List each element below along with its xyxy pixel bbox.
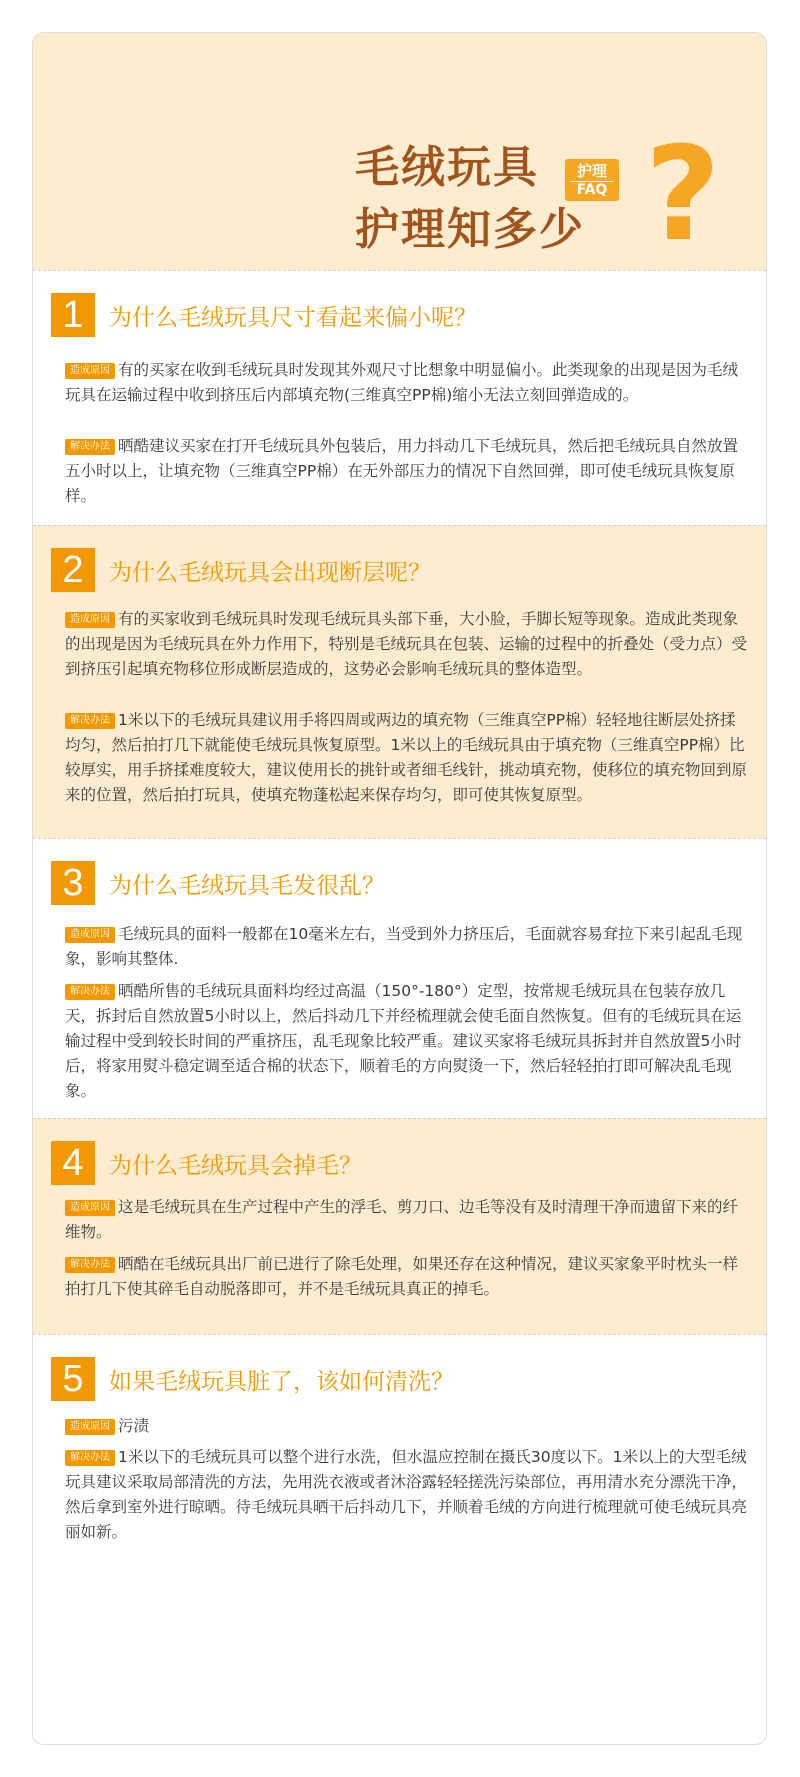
question-number: 4 [51, 1141, 95, 1185]
cause-text: 污渍 [118, 1417, 150, 1435]
solution-tag: 解决办法 [65, 1450, 115, 1466]
solution-paragraph [65, 708, 749, 808]
question-heading [51, 1141, 362, 1185]
cause-text: 这是毛绒玩具在生产过程中产生的浮毛、剪刀口、边毛等没有及时清理干净而遗留下来的纤维物。 [65, 1198, 739, 1241]
faq-section-2 [33, 525, 766, 838]
solution-text: 晒酷在毛绒玩具出厂前已进行了除毛处理，如果还存在这种情况，建议买家象平时枕头一样拍打几下使其碎毛自动脱落即可，并不是毛绒玩具真正的掉毛。 [65, 1255, 739, 1298]
question-title: 为什么毛绒玩具会出现断层呢？ [109, 559, 431, 586]
solution-text: 晒酷所售的毛绒玩具面料均经过高温（150°-180°）定型，按常规毛绒玩具在包装存放几天，拆封后自然放置5小时以上，然后抖动几下并经梳理就会使毛面自然恢复。但有的毛绒玩具在运输过程中受到较长时间的严重挤压，乱毛现象比较严重。建议买家将毛绒玩具拆封并自然放置5小时后，将家用熨斗稳定调至适合棉的状态下，顺着毛的方向熨烫一下，然后轻轻拍打即可解决乱毛现象。 [65, 982, 742, 1100]
hero-title-line2: 护理知多少 [355, 204, 585, 255]
cause-tag: 造成原因 [65, 612, 115, 628]
solution-paragraph [65, 979, 749, 1104]
question-title: 为什么毛绒玩具毛发很乱？ [109, 872, 385, 899]
solution-paragraph [65, 434, 749, 509]
faq-section-3 [33, 838, 766, 1118]
question-heading [51, 293, 477, 337]
question-heading [51, 861, 385, 905]
cause-paragraph [65, 922, 749, 972]
solution-text: 晒酷建议买家在打开毛绒玩具外包装后，用力抖动几下毛绒玩具，然后把毛绒玩具自然放置五小时以上，让填充物（三维真空PP棉）在无外部压力的情况下自然回弹，即可使毛绒玩具恢复原样。 [65, 437, 739, 505]
faq-badge-line2: FAQ [571, 181, 613, 198]
faq-badge [565, 159, 619, 201]
solution-text: 1米以下的毛绒玩具可以整个进行水洗，但水温应控制在摄氏30度以下。1米以上的大型毛绒玩具建议采取局部清洗的方法，先用洗衣液或者沐浴露轻轻搓洗污染部位，再用清水充分漂洗干净，然后拿到室外进行晾晒。待毛绒玩具晒干后抖动几下，并顺着毛绒的方向进行梳理就可使毛绒玩具亮丽如新。 [65, 1448, 748, 1541]
cause-text: 毛绒玩具的面料一般都在10毫米左右，当受到外力挤压后，毛面就容易耷拉下来引起乱毛现象，影响其整体. [65, 925, 743, 968]
solution-tag: 解决办法 [65, 439, 115, 455]
question-title: 如果毛绒玩具脏了，该如何清洗？ [109, 1368, 454, 1395]
question-number: 5 [51, 1357, 95, 1401]
faq-section-4 [33, 1118, 766, 1334]
faq-section-5 [33, 1334, 766, 1745]
cause-paragraph [65, 1414, 749, 1439]
question-number: 2 [51, 548, 95, 592]
question-mark-icon: ? [645, 118, 721, 270]
solution-tag: 解决办法 [65, 984, 115, 1000]
cause-tag: 造成原因 [65, 363, 115, 379]
question-number: 1 [51, 293, 95, 337]
faq-card [32, 32, 767, 1745]
cause-paragraph [65, 1195, 749, 1245]
question-title: 为什么毛绒玩具会掉毛？ [109, 1152, 362, 1179]
cause-tag: 造成原因 [65, 1419, 115, 1435]
hero-banner [33, 33, 766, 270]
solution-text: 1米以下的毛绒玩具建议用手将四周或两边的填充物（三维真空PP棉）轻轻地往断层处挤揉均匀，然后拍打几下就能使毛绒玩具恢复原型。1米以上的毛绒玩具由于填充物（三维真空PP棉）比较厚实，用手挤揉难度较大，建议使用长的挑针或者细毛线针，挑动填充物，使移位的填充物回到原来的位置，然后拍打玩具，使填充物蓬松起来保存均匀，即可使其恢复原型。 [65, 711, 748, 804]
solution-paragraph [65, 1252, 749, 1302]
faq-section-1 [33, 270, 766, 525]
solution-tag: 解决办法 [65, 1257, 115, 1273]
cause-paragraph [65, 358, 749, 408]
solution-tag: 解决办法 [65, 713, 115, 729]
cause-text: 有的买家收到毛绒玩具时发现毛绒玩具头部下垂，大小脸，手脚长短等现象。造成此类现象的出现是因为毛绒玩具在外力作用下，特别是毛绒玩具在包装、运输的过程中的折叠处（受力点）受到挤压引起填充物移位形成断层造成的，这势必会影响毛绒玩具的整体造型。 [65, 610, 748, 678]
hero-title [355, 142, 585, 255]
cause-tag: 造成原因 [65, 927, 115, 943]
question-heading [51, 548, 431, 592]
question-title: 为什么毛绒玩具尺寸看起来偏小呢？ [109, 304, 477, 331]
question-heading [51, 1357, 454, 1401]
cause-text: 有的买家在收到毛绒玩具时发现其外观尺寸比想象中明显偏小。此类现象的出现是因为毛绒玩具在运输过程中收到挤压后内部填充物(三维真空PP棉)缩小无法立刻回弹造成的。 [65, 361, 739, 404]
solution-paragraph [65, 1445, 749, 1545]
cause-tag: 造成原因 [65, 1200, 115, 1216]
hero-title-line1: 毛绒玩具 [355, 142, 539, 193]
cause-paragraph [65, 607, 749, 682]
question-number: 3 [51, 861, 95, 905]
faq-badge-line1: 护理 [576, 162, 607, 180]
